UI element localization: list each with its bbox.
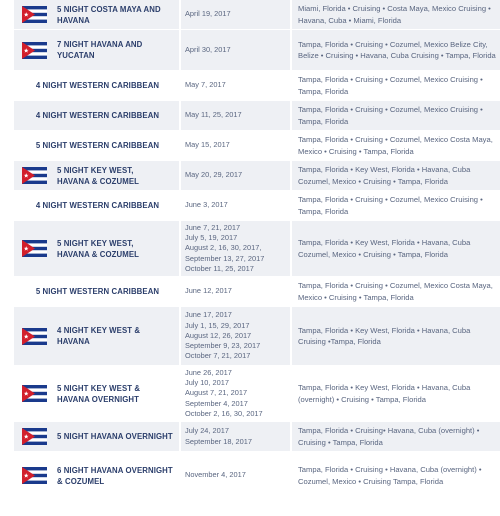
table-row [14,307,500,366]
sail-date: August 12, 26, 2017 [185,330,252,340]
table-row [14,161,500,191]
cruise-name[interactable]: 5 NIGHT COSTA MAYA AND HAVANA [57,4,161,25]
cruise-name[interactable]: 6 NIGHT HAVANA OVERNIGHT & COZUMEL [57,465,173,486]
table-row [14,101,500,131]
sail-date: August 7, 21, 2017 [185,388,248,398]
sail-date: June 7, 21, 2017 [185,222,241,232]
itinerary-table [14,0,500,500]
sail-dates-cell [181,161,292,190]
sail-date: September 13, 27, 2017 [185,253,265,263]
cruise-name[interactable]: 5 NIGHT HAVANA OVERNIGHT [57,432,173,441]
ports-of-call: Tampa, Florida • Key West, Florida • Havana, Cuba Cozumel, Mexico • Cruising • Tampa, Florida [298,165,471,186]
sail-date: May 7, 2017 [185,80,226,90]
ports-of-call-cell [292,422,500,451]
cuba-flag-icon [22,328,47,345]
sail-dates-cell [181,366,292,421]
cruise-name[interactable]: 4 NIGHT KEY WEST & HAVANA [57,326,141,346]
cruise-name[interactable]: 5 NIGHT WESTERN CARIBBEAN [35,141,160,150]
sail-dates-cell [181,101,292,130]
ports-of-call-cell [292,452,500,499]
ports-of-call-cell [292,30,500,70]
sail-date: July 5, 19, 2017 [185,233,238,243]
table-row [14,277,500,307]
cruise-name-cell [14,366,181,421]
cruise-name-cell [14,452,181,499]
sail-date: June 12, 2017 [185,286,232,296]
table-row [14,131,500,161]
sail-date: October 7, 21, 2017 [185,351,251,361]
cruise-name[interactable]: 4 NIGHT WESTERN CARIBBEAN [35,111,160,120]
cuba-flag-icon [22,240,47,257]
ports-of-call-cell [292,101,500,130]
sail-date: May 11, 25, 2017 [185,110,242,120]
cruise-name-cell [14,277,181,306]
ports-of-call: Tampa, Florida • Key West, Florida • Havana, Cuba Cozumel, Mexico • Cruising • Tampa, Florida [298,238,471,259]
cuba-flag-icon [22,467,47,484]
sail-date: June 26, 2017 [185,367,232,377]
sail-dates-cell [181,277,292,306]
ports-of-call: Tampa, Florida • Cruising • Cozumel, Mexico Belize City, Belize • Cruising • Havana, Cuba Cruising • Tampa, Florida [298,39,496,60]
sail-date: May 15, 2017 [185,140,230,150]
ports-of-call: Tampa, Florida • Cruising • Cozumel, Mexico Cruising • Tampa, Florida [298,105,483,126]
sail-date: September 4, 2017 [185,398,248,408]
cruise-name[interactable]: 5 NIGHT KEY WEST, HAVANA & COZUMEL [57,165,140,186]
sail-dates-cell [181,307,292,365]
ports-of-call-cell [292,191,500,220]
cuba-flag-icon [22,42,47,59]
sail-dates-cell [181,452,292,499]
cruise-name[interactable]: 7 NIGHT HAVANA AND YUCATAN [57,40,143,60]
table-row [14,452,500,500]
cruise-name-cell [14,131,181,160]
cruise-name-cell [14,30,181,70]
cruise-name[interactable]: 4 NIGHT WESTERN CARIBBEAN [35,201,160,210]
table-row [14,71,500,101]
ports-of-call: Tampa, Florida • Cruising • Cozumel, Mexico Costa Maya, Mexico • Cruising • Tampa, Florida [298,135,493,156]
cruise-name-cell [14,161,181,190]
cruise-name-cell [14,307,181,365]
sail-date: April 30, 2017 [185,44,231,54]
table-row [14,422,500,452]
ports-of-call-cell [292,131,500,160]
ports-of-call: Tampa, Florida • Key West, Florida • Havana, Cuba Cruising •Tampa, Florida [298,325,471,346]
table-row [14,0,500,30]
ports-of-call: Tampa, Florida • Cruising • Cozumel, Mexico Costa Maya, Mexico • Cruising • Tampa, Florida [298,281,493,302]
cruise-name[interactable]: 4 NIGHT WESTERN CARIBBEAN [35,81,160,90]
cruise-name-cell [14,422,181,451]
ports-of-call-cell [292,277,500,306]
sail-date: August 2, 16, 30, 2017, [185,243,262,253]
sail-date: June 3, 2017 [185,200,228,210]
cruise-name-cell [14,71,181,100]
ports-of-call: Tampa, Florida • Key West, Florida • Havana, Cuba (overnight) • Cruising • Tampa, Florida [298,383,471,404]
cruise-name-cell [14,0,181,29]
table-row [14,366,500,422]
ports-of-call-cell [292,0,500,29]
sail-dates-cell [181,71,292,100]
cruise-name[interactable]: 5 NIGHT KEY WEST, HAVANA & COZUMEL [57,238,140,259]
ports-of-call: Tampa, Florida • Cruising • Havana, Cuba (overnight) • Cozumel, Mexico • Cruising Tampa, Florida [298,465,482,486]
sail-dates-cell [181,0,292,29]
cuba-flag-icon [22,428,47,445]
table-row [14,30,500,71]
sail-dates-cell [181,191,292,220]
sail-date: July 1, 15, 29, 2017 [185,320,250,330]
sail-date: April 19, 2017 [185,9,231,19]
ports-of-call: Tampa, Florida • Cruising • Cozumel, Mexico Cruising • Tampa, Florida [298,75,483,96]
ports-of-call-cell [292,161,500,190]
cruise-name[interactable]: 5 NIGHT KEY WEST & HAVANA OVERNIGHT [57,383,141,404]
sail-dates-cell [181,131,292,160]
ports-of-call: Miami, Florida • Cruising • Costa Maya, Mexico Cruising • Havana, Cuba • Miami, Florida [298,4,491,25]
sail-date: September 18, 2017 [185,436,252,446]
sail-date: October 11, 25, 2017 [185,263,254,273]
sail-date: October 2, 16, 30, 2017 [185,408,263,418]
sail-date: May 20, 29, 2017 [185,170,243,180]
sail-dates-cell [181,422,292,451]
cruise-name-cell [14,191,181,220]
ports-of-call-cell [292,221,500,276]
sail-dates-cell [181,30,292,70]
sail-dates-cell [181,221,292,276]
sail-date: November 4, 2017 [185,470,246,480]
table-row [14,221,500,277]
cruise-name-cell [14,221,181,276]
cuba-flag-icon [22,6,47,23]
sail-date: July 10, 2017 [185,378,229,388]
ports-of-call: Tampa, Florida • Cruising• Havana, Cuba (overnight) • Cruising • Tampa, Florida [298,426,480,447]
ports-of-call-cell [292,71,500,100]
ports-of-call-cell [292,307,500,365]
cuba-flag-icon [22,385,47,402]
cuba-flag-icon [22,167,47,184]
cruise-name[interactable]: 5 NIGHT WESTERN CARIBBEAN [35,287,160,296]
ports-of-call: Tampa, Florida • Cruising • Cozumel, Mexico Cruising • Tampa, Florida [298,195,483,216]
sail-date: June 17, 2017 [185,310,232,320]
table-row [14,191,500,221]
sail-date: July 24, 2017 [185,426,229,436]
sail-date: September 9, 23, 2017 [185,341,261,351]
cruise-name-cell [14,101,181,130]
ports-of-call-cell [292,366,500,421]
